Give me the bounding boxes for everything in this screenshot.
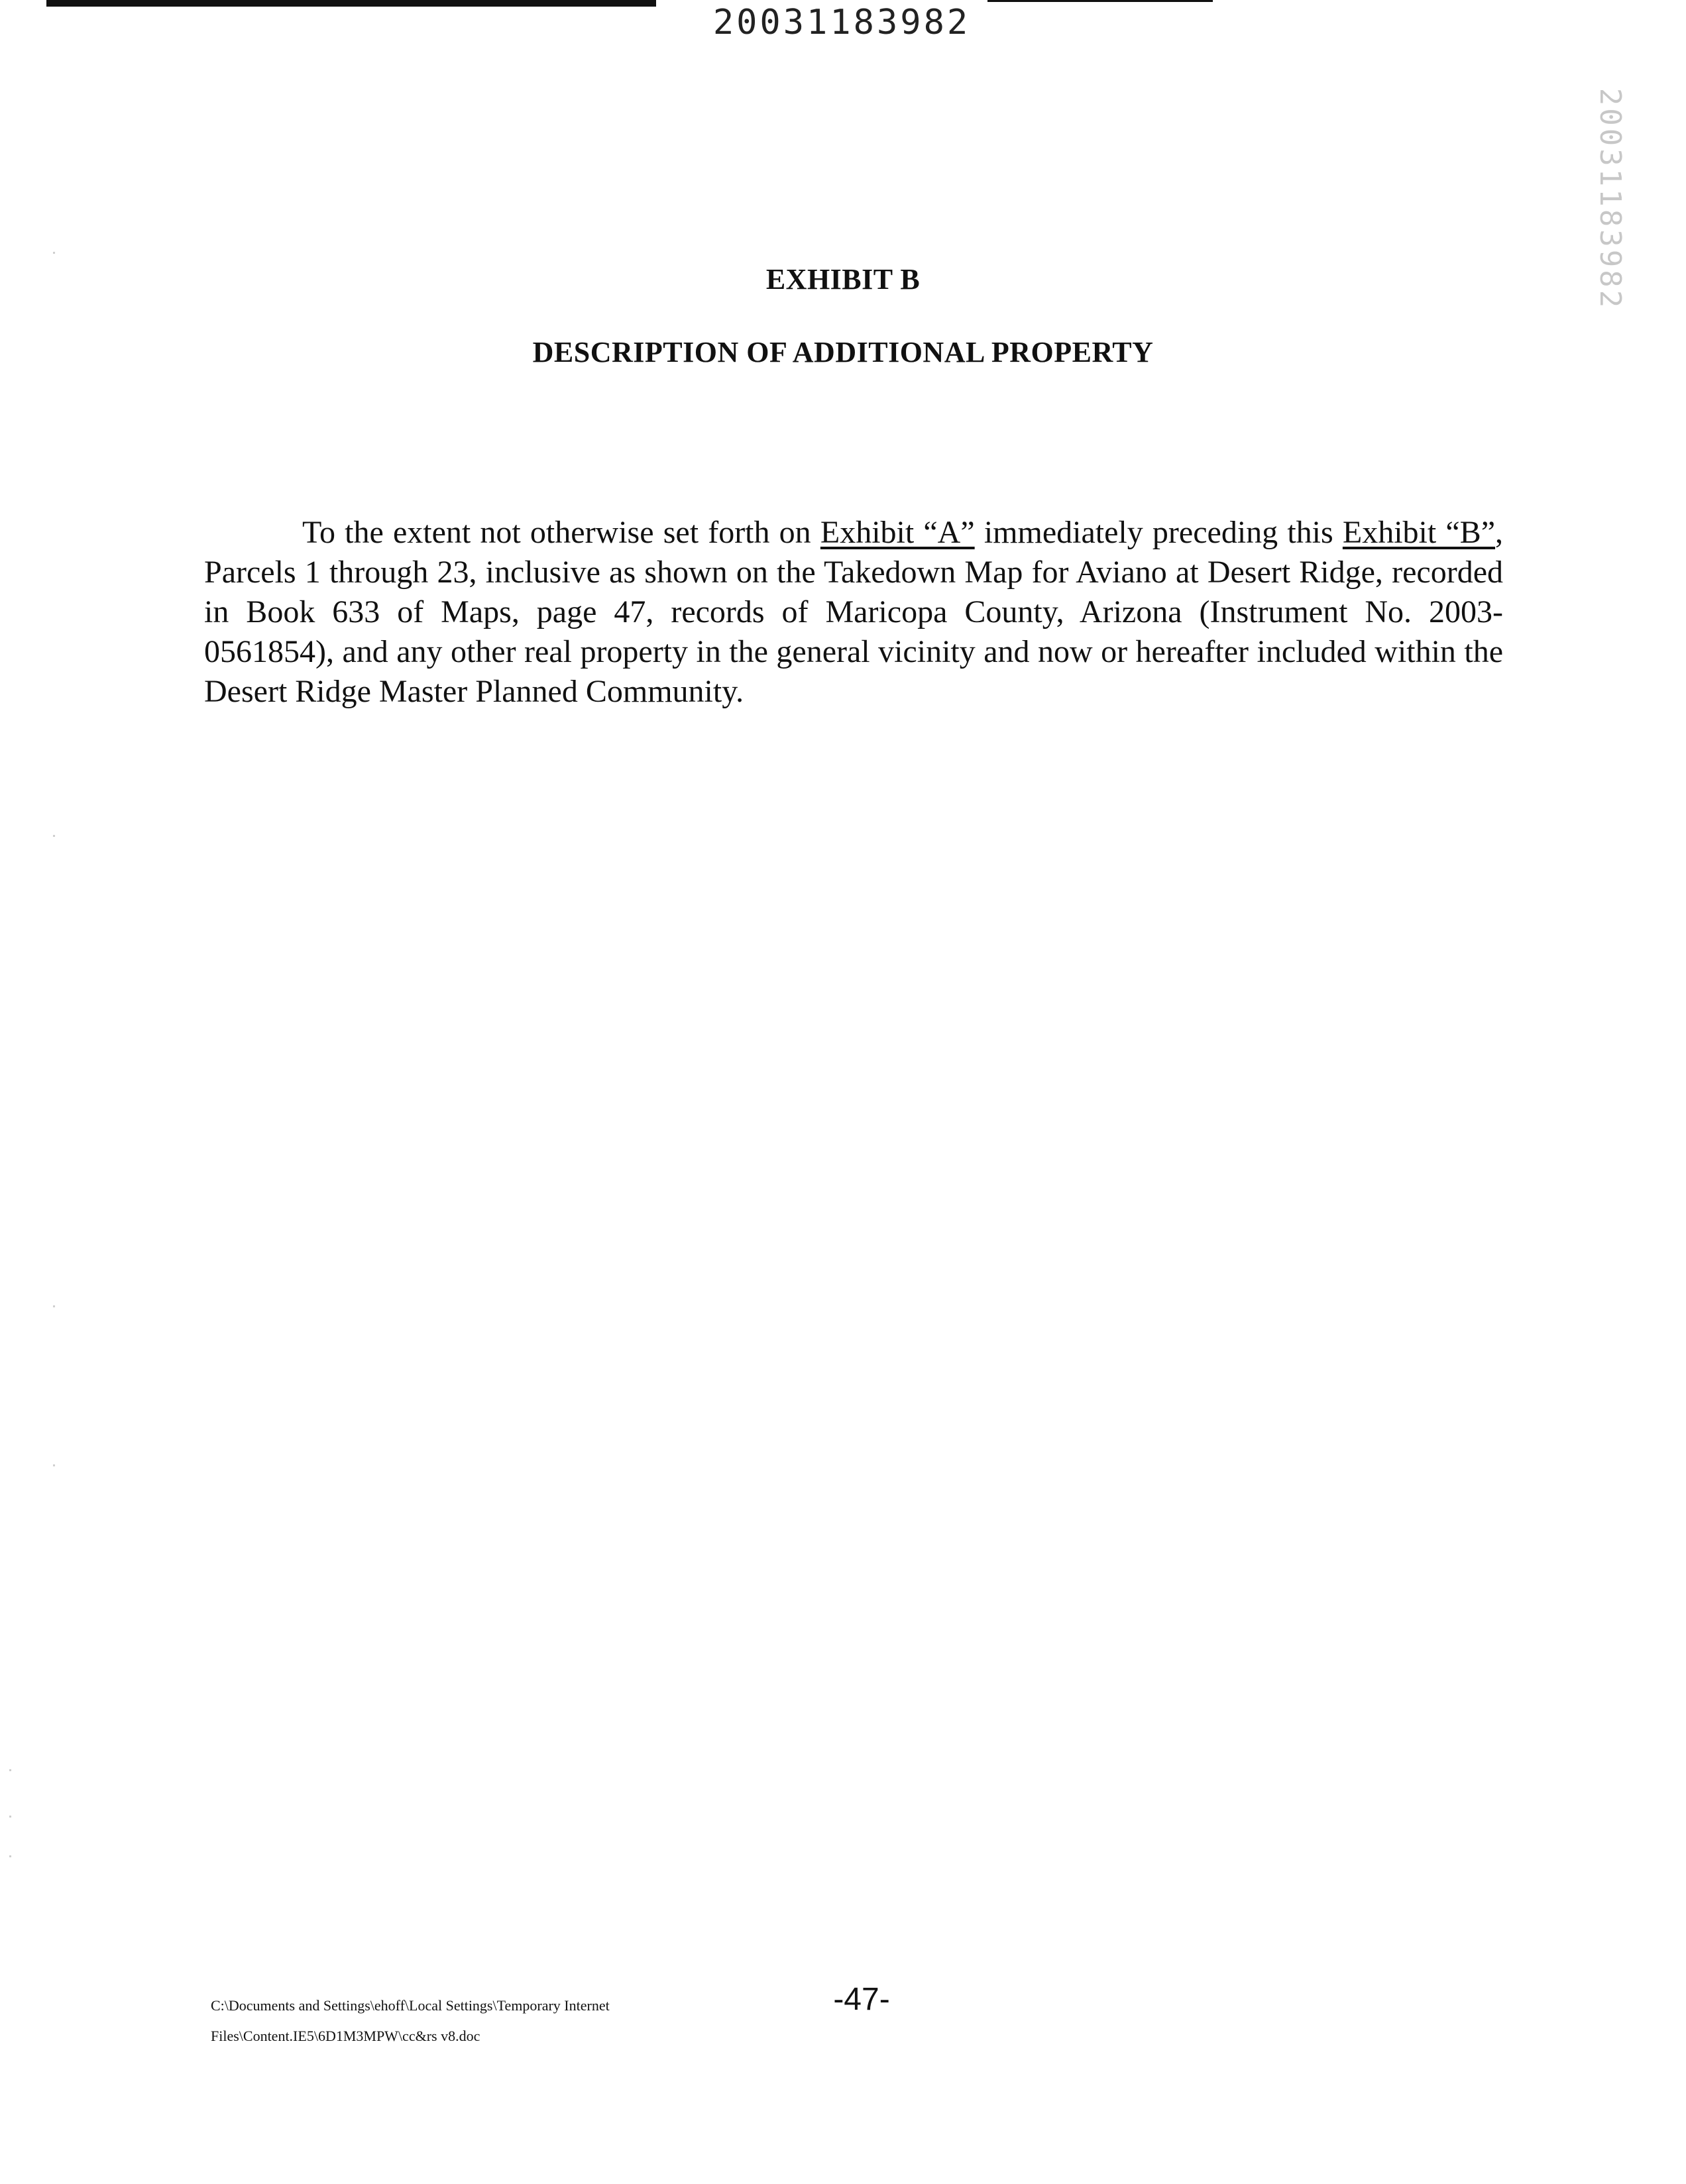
header-rule-right: [987, 0, 1213, 2]
scan-speck: [53, 1305, 55, 1307]
scan-speck: [9, 1769, 11, 1771]
exhibit-a-reference: Exhibit “A”: [820, 515, 975, 550]
header-rule-left: [46, 0, 656, 7]
scan-speck: [53, 1464, 55, 1466]
document-number: 20031183982: [712, 3, 971, 42]
scan-speck: [9, 1816, 11, 1818]
side-stamp-text: 20031183982: [1593, 87, 1628, 310]
exhibit-b-reference: Exhibit “B”: [1342, 515, 1496, 550]
footer-path-line-2: Files\Content.IE5\6D1M3MPW\cc&rs v8.doc: [211, 2028, 480, 2044]
footer-path-line-1: C:\Documents and Settings\ehoff\Local Settings\Temporary Internet: [211, 1997, 610, 2014]
scan-speck: [53, 252, 55, 254]
scan-speck: [53, 835, 55, 837]
paragraph-text-3: , Parcels 1 through 23, inclusive as shown on the Takedown Map for Aviano at Desert Ridge, recorded in Book 633 of Maps, page 47, records of Maricopa County, Arizona (Instrument No. 2003-0561854), and any other real property in the general vicinity and now or hereafter included within the Desert Ridge Master Planned Community.: [204, 515, 1504, 709]
footer-file-path: [211, 1991, 714, 2051]
scan-speck: [9, 1855, 11, 1857]
paragraph-text-2: immediately preceding this: [974, 515, 1343, 550]
exhibit-subtitle: DESCRIPTION OF ADDITIONAL PROPERTY: [532, 336, 1154, 368]
paragraph-text-1: To the extent not otherwise set forth on: [302, 515, 820, 550]
property-description-paragraph: [204, 513, 1503, 712]
page-number: -47-: [833, 1982, 890, 2017]
exhibit-title: EXHIBIT B: [765, 263, 921, 296]
